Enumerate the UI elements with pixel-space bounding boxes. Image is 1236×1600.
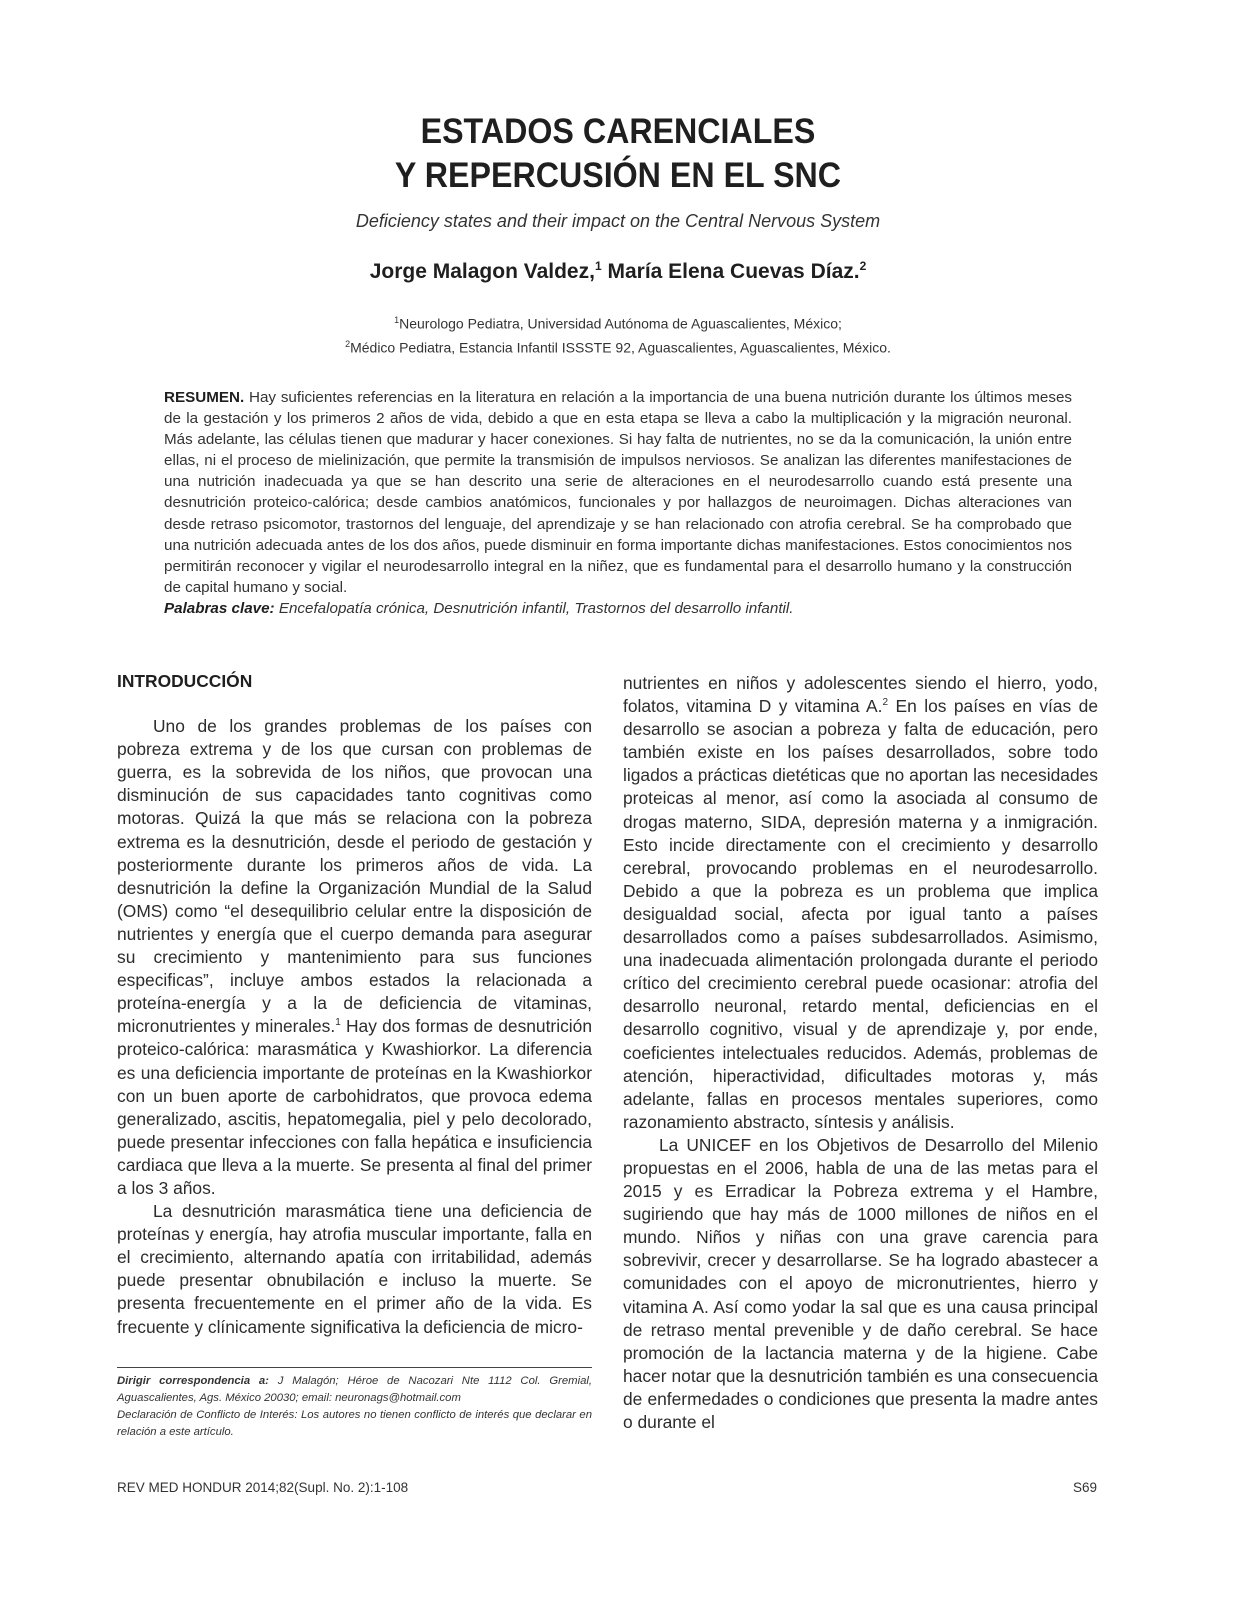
english-subtitle: Deficiency states and their impact on the Central Nervous System bbox=[355, 211, 881, 231]
article-title bbox=[49, 110, 1186, 198]
title-line-2: Y REPERCUSIÓN EN EL SNC bbox=[394, 156, 842, 195]
paragraph-3: nutrientes en niños y adolescentes siendo el hierro, yodo, folatos, vitamina D y vitamina A.$^2$ En los países en vías de desarrollo se asocian a pobreza y falta de educación, pero también existe en los países desarrollados, sobre todo ligados a prácticas dietéticas que no aportan las necesidades proteicas al menor, así como la asociada al consumo de drogas materno, SIDA, depresión materna y a inmigración. Esto incide directamente con el crecimiento y desarrollo cerebral, provocando problemas en el neurodesarrollo. Debido a que la pobreza es un problema que implica desigualdad social, afecta por igual tanto a países desarrollados como a países subdesarrollados. Asimismo, una inadecuada alimentación prolongada durante el periodo crítico del crecimiento cerebral puede ocasionar: atrofia del desarrollo neuronal, retardo mental, deficiencias en el desarrollo cognitivo, visual y de aprendizaje y, por ende, coeficientes intelectuales reducidos. Además, problemas de atención, hiperactividad, dificultades motoras y, más adelante, fallas en procesos mentales superiores, como razonamiento abstracto, síntesis y análisis. bbox=[623, 673, 1099, 1132]
page-number: S69 bbox=[1072, 1480, 1097, 1495]
author-2: María Elena Cuevas Díaz. bbox=[607, 260, 860, 283]
affiliations bbox=[0, 310, 1236, 357]
right-column bbox=[623, 672, 1098, 1434]
abstract-body bbox=[164, 387, 1072, 598]
abstract bbox=[164, 387, 1072, 619]
left-column bbox=[117, 670, 592, 1339]
paragraph-4: La UNICEF en los Objetivos de Desarrollo del Milenio propuestas en el 2006, habla de una de las metas para el 2015 y es Erradicar la Pobreza extrema y el Hambre, sugiriendo que hay más de 1000 millones de niños en el mundo. Niños y niñas con una grave carencia para sobrevivir, crecer y desarrollarse. Se ha logrado abastecer a comunidades con el apoyo de micronutrientes, hierro y vitamina A. Así como yodar la sal que es una causa principal de retraso mental prevenible y de daño cerebral. Se hace promoción de la lactancia materna y de la higiene. Cabe hacer notar que la desnutrición también es una consecuencia de enfermedades o condiciones que presenta la madre antes o durante el bbox=[623, 1134, 1098, 1432]
reference-marker-1: 1 bbox=[335, 1017, 341, 1029]
section-heading-introduccion: INTRODUCCIÓN bbox=[117, 671, 253, 691]
reference-marker-2: 2 bbox=[882, 697, 889, 709]
keywords-label: Palabras clave: bbox=[164, 599, 275, 617]
author-1: Jorge Malagon Valdez, bbox=[369, 260, 595, 283]
correspondence bbox=[117, 1373, 592, 1407]
keywords-text: Encefalopatía crónica, Desnutrición infantil, Trastornos del desarrollo infantil. bbox=[278, 599, 794, 617]
author-line bbox=[0, 259, 1236, 284]
title-line-1: ESTADOS CARENCIALES bbox=[420, 112, 816, 151]
conflict-of-interest: Declaración de Conflicto de Interés: Los autores no tienen conflicto de interés que declarar en relación a este artículo. bbox=[117, 1409, 592, 1438]
abstract-label: RESUMEN. bbox=[164, 389, 245, 406]
affiliation-2: $^2$Médico Pediatra, Estancia Infantil ISSSTE 92, Aguascalientes, Aguascalientes, México. bbox=[345, 338, 891, 356]
abstract-text: Hay suficientes referencias en la literatura en relación a la importancia de una buena nutrición durante los últimos meses de la gestación y los primeros 2 años de vida, debido a que en esta etapa se lleva a cabo la multiplicación y la migración neuronal. Más adelante, las células tienen que madurar y hacer conexiones. Si hay falta de nutrientes, no se da la comunicación, la unión entre ellas, ni el proceso de mielinización, que permite la transmisión de impulsos nerviosos. Se analizan las diferentes manifestaciones de una nutrición inadecuada ya que se han descrito una serie de alteraciones en el neurodesarrollo cuando está presente una desnutrición proteico-calórica; desde cambios anatómicos, funcionales y por hallazgos de neuroimagen. Dichas alteraciones van desde retraso psicomotor, trastornos del lenguaje, del aprendizaje y se han relacionado con atrofia cerebral. Se ha comprobado que una nutrición adecuada antes de los dos años, puede disminuir en forma importante dichas manifestaciones. Estos conocimientos nos permitirán reconocer y vigilar el neurodesarrollo integral en la niñez, que es fundamental para el desarrollo humano y la construcción de capital humano y social. bbox=[164, 389, 1072, 596]
paragraph-1: Uno de los grandes problemas de los países con pobreza extrema y de los que cursan con problemas de guerra, es la sobrevida de los niños, que provocan una disminución de sus capacidades tanto cognitivas como motoras. Quizá la que más se relaciona con la pobreza extrema es la desnutrición, desde el periodo de gestación y posteriormente durante los primeros años de vida. La desnutrición la define la Organización Mundial de la Salud (OMS) como “el desequilibrio celular entre la disposición de nutrientes y energía que el cuerpo demanda para asegurar su crecimiento y mantenimiento para sus funciones especificas”, incluye ambos estados la relacionada a proteína-energía y a la de deficiencia de vitaminas, micronutrientes y minerales.$^1$ Hay dos formas de desnutrición proteico-calórica: marasmática y Kwashiorkor. La diferencia es una deficiencia importante de proteínas en la Kwashiorkor con un buen aporte de carbohidratos, que provoca edema generalizado, ascitis, hepatomegalia, piel y pelo decolorado, puede presentar infecciones con falla hepática e insuficiencia cardiaca que lleva a la muerte. Se presenta al final del primer a los 3 años. bbox=[117, 716, 592, 1198]
correspondence-text: J Malagón; Héroe de Nacozari Nte 1112 Col. Gremial, Aguascalientes, Ags. México 20030; email: neuronags@hotmail.com bbox=[117, 1375, 593, 1404]
author-1-affil-marker: 1 bbox=[594, 259, 602, 273]
correspondence-label: Dirigir correspondencia a: bbox=[117, 1375, 269, 1387]
keywords bbox=[164, 598, 1072, 619]
correspondence-footnote bbox=[117, 1367, 592, 1441]
paragraph-2: La desnutrición marasmática tiene una deficiencia de proteínas y energía, hay atrofia muscular importante, falla en el crecimiento, alternando apatía con irritabilidad, además puede presentar obnubilación e incluso la muerte. Se presenta frecuentemente en el primer año de la vida. Es frecuente y clínicamente significativa la deficiencia de micro- bbox=[117, 1201, 592, 1337]
journal-citation: REV MED HONDUR 2014;82(Supl. No. 2):1-108 bbox=[117, 1480, 409, 1495]
author-2-affil-marker: 2 bbox=[859, 259, 867, 273]
affiliation-1: $^1$Neurologo Pediatra, Universidad Autónoma de Aguascalientes, México; bbox=[394, 315, 842, 332]
